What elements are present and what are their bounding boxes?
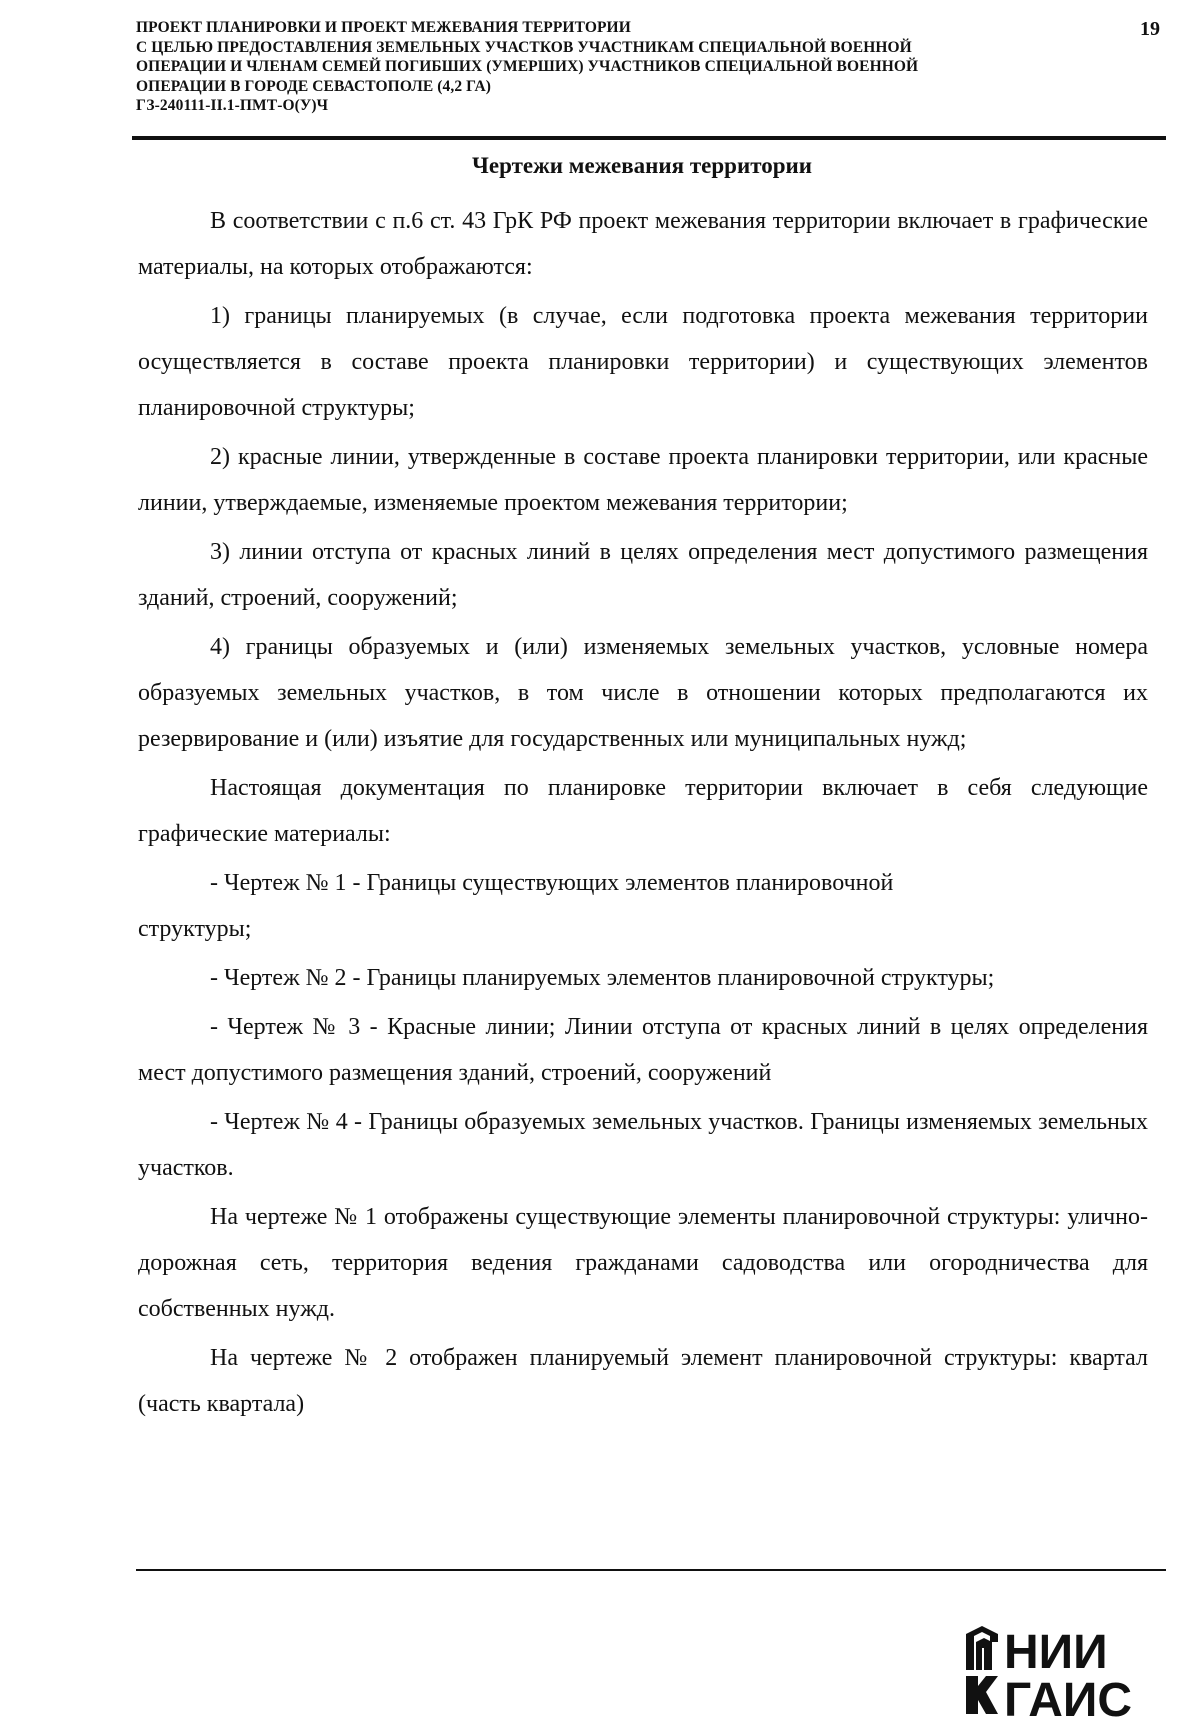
logo-graphic (960, 1624, 1160, 1718)
paragraph-intro: В соответствии с п.6 ст. 43 ГрК РФ проект межевания территории включает в графические материалы, на которых отображаются: (138, 208, 1148, 280)
header-line-2: С ЦЕЛЬЮ ПРЕДОСТАВЛЕНИЯ ЗЕМЕЛЬНЫХ УЧАСТКОВ УЧАСТНИКАМ СПЕЦИАЛЬНОЙ ВОЕННОЙ (136, 38, 912, 56)
paragraph-drawing-3: - Чертеж № 3 - Красные линии; Линии отступа от красных линий в целях определения мест допустимого размещения зданий, строений, сооружений (138, 1014, 1148, 1086)
paragraph-materials-intro: Настоящая документация по планировке территории включает в себя следующие графические материалы: (138, 775, 1148, 847)
paragraph-drawing-2: - Чертеж № 2 - Границы планируемых элементов планировочной структуры; (210, 965, 995, 991)
header-line-4: ОПЕРАЦИИ В ГОРОДЕ СЕВАСТОПОЛЕ (4,2 ГА) (136, 77, 492, 95)
header-divider (132, 136, 1166, 140)
logo-text-bottom: ГАИС (1004, 1674, 1133, 1718)
paragraph-item-3: 3) линии отступа от красных линий в целях определения мест допустимого размещения зданий, строений, сооружений; (138, 539, 1148, 611)
header-line-1: ПРОЕКТ ПЛАНИРОВКИ И ПРОЕКТ МЕЖЕВАНИЯ ТЕРРИТОРИИ (136, 19, 631, 36)
paragraph-drawing-2-desc: На чертеже № 2 отображен планируемый элемент планировочной структуры: квартал (часть квартала) (138, 1345, 1148, 1417)
header-line-3: ОПЕРАЦИИ И ЧЛЕНАМ СЕМЕЙ ПОГИБШИХ (УМЕРШИХ) УЧАСТНИКОВ СПЕЦИАЛЬНОЙ ВОЕННОЙ (136, 58, 919, 75)
organization-logo (960, 1624, 1160, 1718)
section-title: Чертежи межевания территории (472, 153, 812, 178)
document-code: ГЗ-240111-II.1-ПМТ-О(У)Ч (136, 97, 329, 114)
paragraph-drawing-4: - Чертеж № 4 - Границы образуемых земельных участков. Границы изменяемых земельных участков. (138, 1109, 1148, 1181)
paragraph-drawing-1-desc: На чертеже № 1 отображены существующие элементы планировочной структуры: улично-дорожная сеть, территория ведения гражданами садоводства или огородничества для собственных нужд. (138, 1204, 1148, 1322)
document-header (136, 18, 1096, 116)
paragraph-drawing-1: - Чертеж № 1 - Границы существующих элементов планировочной (210, 870, 894, 896)
paragraph-drawing-1-cont: структуры; (138, 916, 252, 942)
paragraph-item-4: 4) границы образуемых и (или) изменяемых земельных участков, условные номера образуемых земельных участков, в том числе в отношении которых предполагаются их резервирование и (или) изъятие для государственных или муниципальных нужд; (138, 634, 1148, 752)
footer-divider (136, 1569, 1166, 1571)
page-number: 19 (1140, 18, 1160, 40)
paragraph-item-2: 2) красные линии, утвержденные в составе проекта планировки территории, или красные линии, утверждаемые, изменяемые проектом межевания территории; (138, 444, 1148, 516)
paragraph-item-1: 1) границы планируемых (в случае, если подготовка проекта межевания территории осуществляется в составе проекта планировки территории) и существующих элементов планировочной структуры; (138, 303, 1148, 421)
logo-text-top: НИИ (1004, 1626, 1108, 1679)
document-body (138, 198, 1148, 1430)
